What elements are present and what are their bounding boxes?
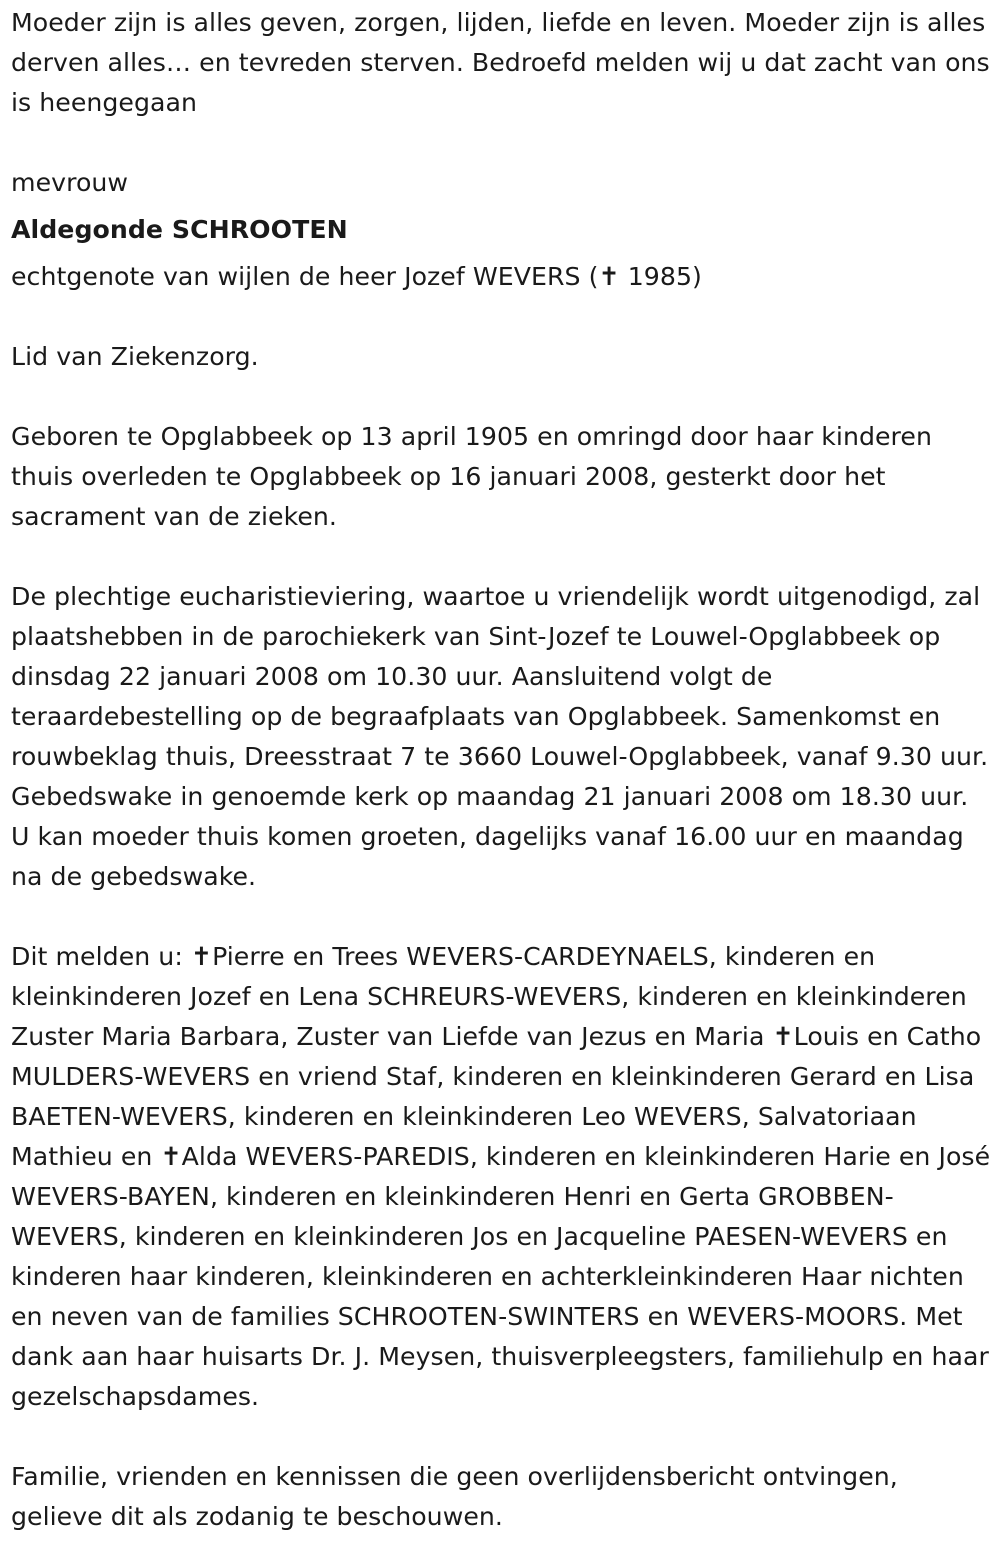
family-paragraph: Dit melden u: ✝Pierre en Trees WEVERS-CARDEYNAELS, kinderen en kleinkinderen Jozef en Lena SCHREURS-WEVERS, kinderen en kleinkinderen Zuster Maria Barbara, Zuster van Liefde van Jezus en Maria ✝Louis en Catho MULDERS-WEVERS en vriend Staf, kinderen en kleinkinderen Gerard en Lisa BAETEN-WEVERS, kinderen en kleinkinderen Leo WEVERS, Salvatoriaan Mathieu en ✝Alda WEVERS-PAREDIS, kinderen en kleinkinderen Harie en José WEVERS-BAYEN, kinderen en kleinkinderen Henri en Gerta GROBBEN-WEVERS, kinderen en kleinkinderen Jos en Jacqueline PAESEN-WEVERS en kinderen haar kinderen, kleinkinderen en achterkleinkinderen Haar nichten en neven van de families SCHROOTEN-SWINTERS en WEVERS-MOORS. Met dank aan haar huisarts Dr. J. Meysen, thuisverpleegsters, familiehulp en haar gezelschapsdames. — [11, 942, 991, 1411]
spacer — [11, 250, 991, 257]
spacer — [11, 203, 991, 210]
closing-paragraph: Familie, vrienden en kennissen die geen overlijdensbericht ontvingen, gelieve dit als zodanig te beschouwen. — [11, 1462, 898, 1531]
spacer — [11, 897, 991, 937]
membership-line: Lid van Ziekenzorg. — [11, 342, 259, 371]
spacer — [11, 1417, 991, 1457]
obituary-notice — [11, 0, 991, 1537]
spacer — [11, 123, 991, 163]
intro-paragraph: Moeder zijn is alles geven, zorgen, lijden, liefde en leven. Moeder zijn is alles derven alles… en tevreden sterven. Bedroefd melden wij u dat zacht van ons is heengegaan — [11, 8, 990, 117]
spacer — [11, 297, 991, 337]
spouse-line: echtgenote van wijlen de heer Jozef WEVERS (✝ 1985) — [11, 262, 702, 291]
spacer — [11, 377, 991, 417]
title-prefix: mevrouw — [11, 168, 129, 197]
birth-death-paragraph: Geboren te Opglabbeek op 13 april 1905 en omringd door haar kinderen thuis overleden te Opglabbeek op 16 januari 2008, gesterkt door het sacrament van de zieken. — [11, 422, 932, 531]
spacer — [11, 537, 991, 577]
deceased-name: Aldegonde SCHROOTEN — [11, 215, 348, 244]
ceremony-paragraph: De plechtige eucharistieviering, waartoe u vriendelijk wordt uitgenodigd, zal plaatshebben in de parochiekerk van Sint-Jozef te Louwel-Opglabbeek op dinsdag 22 januari 2008 om 10.30 uur. Aansluitend volgt de teraardebestelling op de begraafplaats van Opglabbeek. Samenkomst en rouwbeklag thuis, Dreesstraat 7 te 3660 Louwel-Opglabbeek, vanaf 9.30 uur. Gebedswake in genoemde kerk op maandag 21 januari 2008 om 18.30 uur. U kan moeder thuis komen groeten, dagelijks vanaf 16.00 uur en maandag na de gebedswake. — [11, 582, 989, 891]
